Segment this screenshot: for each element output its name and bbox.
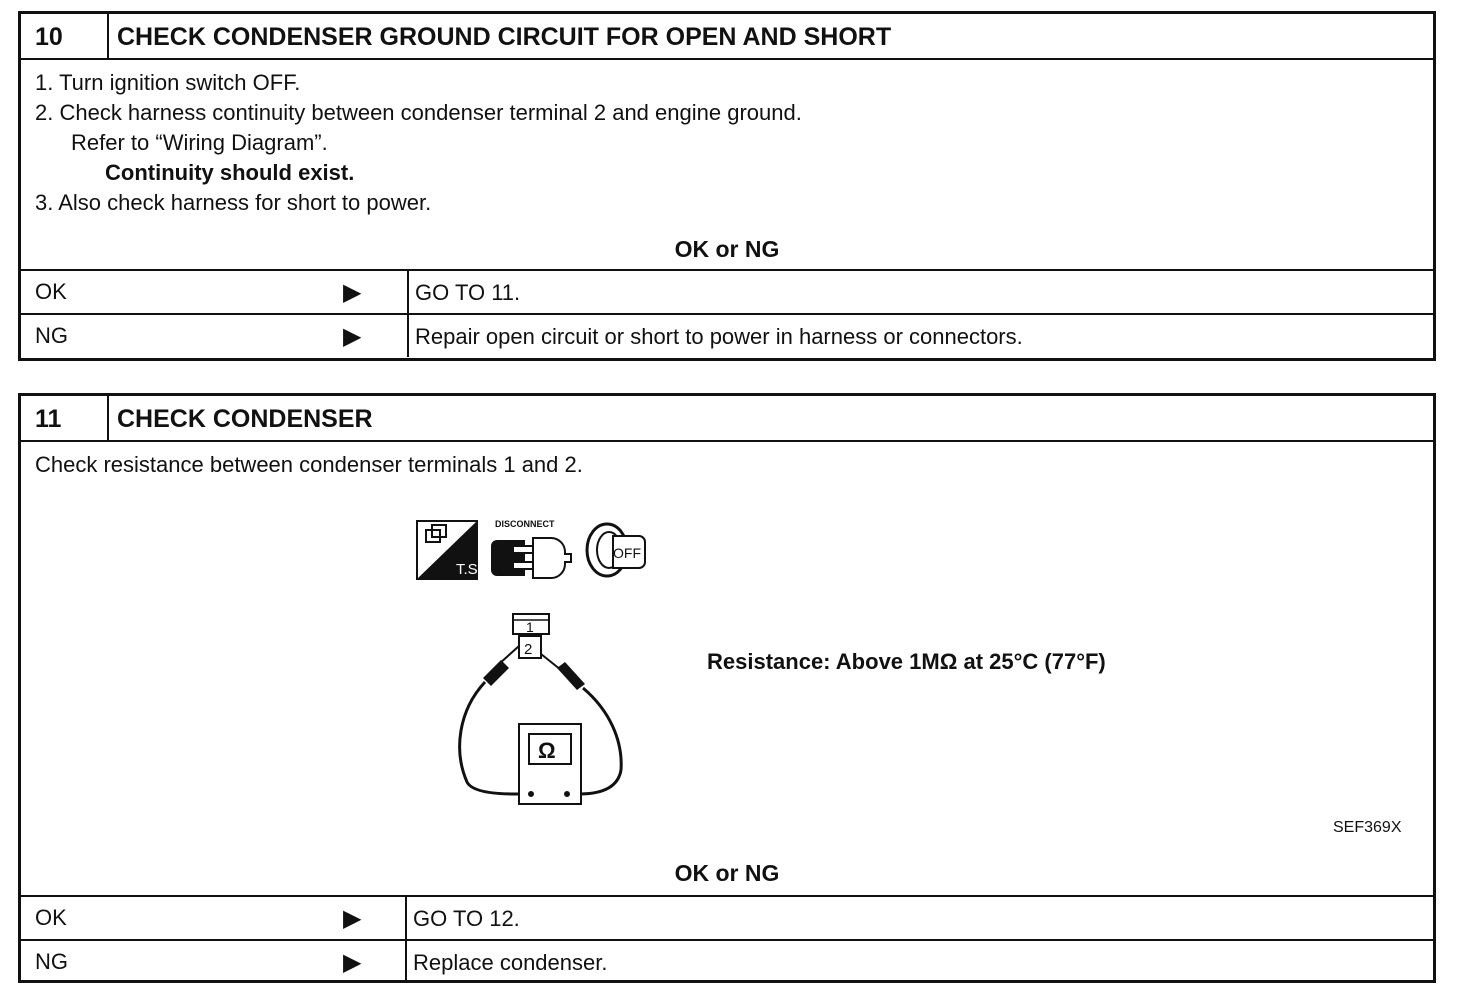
step-11-ok-or-ng: OK or NG [674, 860, 780, 886]
step-11-result-ng [21, 939, 1433, 983]
step-11-result-ok [21, 895, 1433, 939]
off-label: OFF [613, 545, 641, 561]
step-11-instruction: Check resistance between condenser terminals 1 and 2. [35, 452, 583, 477]
terminal-2-label: 2 [524, 641, 533, 658]
result-action: Repair open circuit or short to power in harness or connectors. [407, 315, 1023, 357]
result-label: NG [35, 323, 68, 348]
step-10-line-2: 2. Check harness continuity between condenser terminal 2 and engine ground. [35, 100, 802, 125]
result-label: NG [35, 949, 68, 974]
step-11-number: 11 [21, 396, 109, 440]
condenser-resistance-diagram [439, 610, 639, 810]
result-action: GO TO 11. [407, 271, 520, 313]
step-10-title: CHECK CONDENSER GROUND CIRCUIT FOR OPEN AND SHORT [117, 23, 892, 51]
arrow-icon: ▶ [343, 949, 362, 976]
disconnect-icon-label: DISCONNECT [495, 519, 555, 529]
step-11-header [21, 396, 1433, 442]
step-10-result-ng [21, 313, 1433, 357]
result-label: OK [35, 905, 67, 930]
step-11-block [18, 393, 1436, 983]
ohm-symbol: Ω [538, 738, 556, 763]
disconnect-icon [491, 518, 575, 584]
result-label: OK [35, 279, 67, 304]
resistance-spec: Resistance: Above 1MΩ at 25°C (77°F) [707, 649, 1106, 674]
result-action: Replace condenser. [405, 941, 607, 983]
ts-icon-label: T.S. [456, 561, 482, 578]
step-10-continuity-spec: Continuity should exist. [105, 160, 355, 185]
step-10-ok-or-ng: OK or NG [674, 236, 780, 262]
ignition-off-icon [583, 518, 649, 584]
step-10-header [21, 14, 1433, 60]
step-10-line-4: 3. Also check harness for short to power. [35, 190, 432, 215]
arrow-icon: ▶ [343, 905, 362, 932]
step-11-title: CHECK CONDENSER [117, 405, 373, 433]
arrow-icon: ▶ [343, 279, 362, 306]
step-10-number: 10 [21, 14, 109, 58]
ts-icon [416, 520, 482, 580]
step-10-line-1: 1. Turn ignition switch OFF. [35, 70, 301, 95]
figure-code: SEF369X [1333, 819, 1402, 836]
step-10-result-ok [21, 269, 1433, 313]
step-10-block [18, 11, 1436, 361]
step-10-line-3: Refer to “Wiring Diagram”. [71, 130, 328, 155]
result-action: GO TO 12. [405, 897, 520, 939]
terminal-1-label: 1 [526, 619, 534, 635]
arrow-icon: ▶ [343, 323, 362, 350]
